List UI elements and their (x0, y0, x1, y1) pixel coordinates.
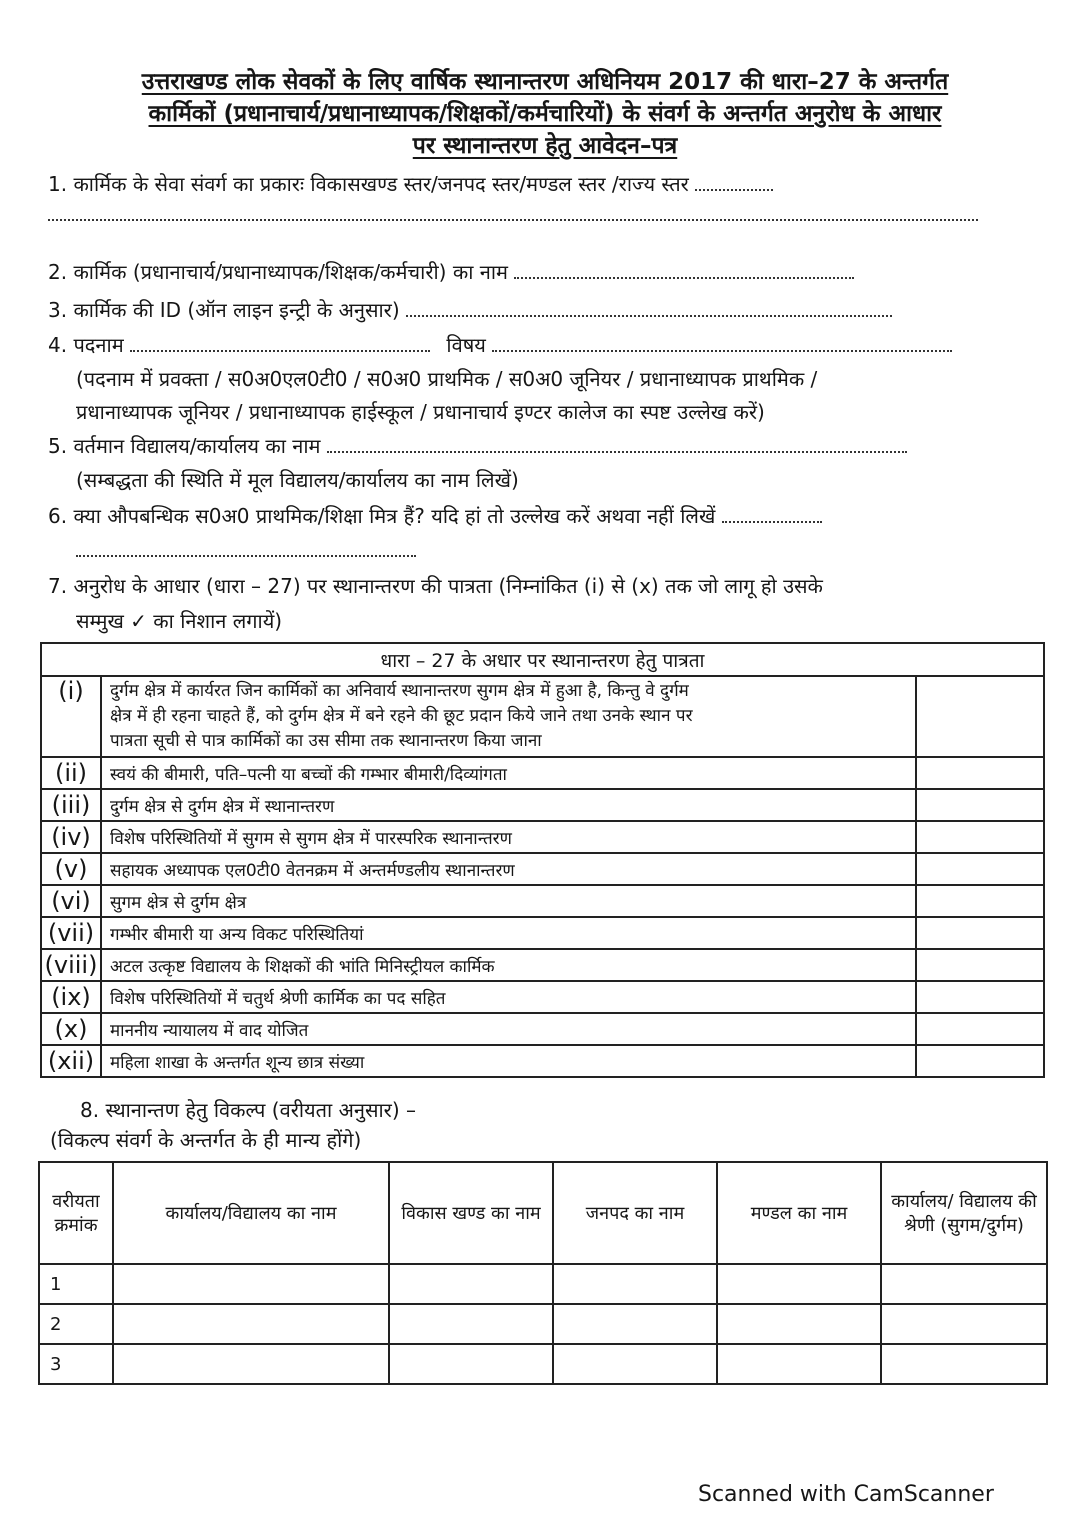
table-row (41, 1013, 1044, 1045)
row-text (101, 676, 916, 757)
item-2 (48, 258, 854, 286)
item-1 (48, 170, 773, 198)
item-6-blank-2[interactable] (76, 539, 416, 557)
title-line-2: कार्मिकों (प्रधानाचार्य/प्रधानाध्यापक/शिक्षकों/कर्मचारियों) के संवर्ग के अन्तर्गत अनुरोध के आधार (148, 101, 942, 127)
header-district-name: जनपद का नाम (553, 1162, 717, 1264)
item-5-blank[interactable] (327, 435, 907, 453)
district-cell[interactable] (553, 1304, 717, 1344)
table-row (41, 981, 1044, 1013)
district-cell[interactable] (553, 1264, 717, 1304)
row-text: दुर्गम क्षेत्र से दुर्गम क्षेत्र में स्थानान्तरण (101, 789, 916, 821)
table-row (41, 853, 1044, 885)
item-5-label: 5. वर्तमान विद्यालय/कार्यालय का नाम (48, 434, 321, 458)
item-3 (48, 296, 892, 324)
division-cell[interactable] (717, 1304, 881, 1344)
priority-number: 1 (39, 1264, 113, 1304)
item-1-blank-2[interactable] (48, 203, 978, 221)
table-row (41, 885, 1044, 917)
row-number: (ii) (41, 757, 101, 789)
header-office-name: कार्यालय/विद्यालय का नाम (113, 1162, 389, 1264)
item-1-blank[interactable] (695, 173, 773, 191)
row-number: (iv) (41, 821, 101, 853)
item-7-line-1: 7. अनुरोध के आधार (धारा – 27) पर स्थानान्तरण की पात्रता (निम्नांकित (i) से (x) तक जो लागू हो उसके (48, 574, 823, 598)
row-number: (i) (41, 676, 101, 757)
form-title (40, 66, 1050, 162)
office-cell[interactable] (113, 1264, 389, 1304)
table-row (41, 676, 1044, 757)
district-cell[interactable] (553, 1344, 717, 1384)
table-row (41, 789, 1044, 821)
row-number: (ix) (41, 981, 101, 1013)
item-5 (48, 432, 907, 460)
row-text-line: पात्रता सूची से पात्र कार्मिकों का उस सीमा तक स्थानान्तरण किया जाना (110, 731, 542, 751)
row-number: (iii) (41, 789, 101, 821)
row-number: (vi) (41, 885, 101, 917)
check-cell[interactable] (916, 885, 1044, 917)
row-number: (vii) (41, 917, 101, 949)
check-cell[interactable] (916, 1013, 1044, 1045)
row-text: माननीय न्यायालय में वाद योजित (101, 1013, 916, 1045)
item-6-blank[interactable] (722, 505, 822, 523)
row-number: (xii) (41, 1045, 101, 1077)
check-cell[interactable] (916, 789, 1044, 821)
header-division-name: मण्डल का नाम (717, 1162, 881, 1264)
priority-number: 2 (39, 1304, 113, 1344)
options-table (38, 1161, 1048, 1385)
check-cell[interactable] (916, 821, 1044, 853)
item-6 (48, 502, 822, 530)
title-line-3: पर स्थानान्तरण हेतु आवेदन–पत्र (412, 133, 678, 159)
item-5-note: (सम्बद्धता की स्थिति में मूल विद्यालय/कार्यालय का नाम लिखें) (76, 468, 519, 492)
check-cell[interactable] (916, 853, 1044, 885)
block-cell[interactable] (389, 1264, 553, 1304)
block-cell[interactable] (389, 1304, 553, 1344)
row-text: अटल उत्कृष्ट विद्यालय के शिक्षकों की भांति मिनिस्ट्रीयल कार्मिक (101, 949, 916, 981)
row-text: विशेष परिस्थितियों में सुगम से सुगम क्षेत्र में पारस्परिक स्थानान्तरण (101, 821, 916, 853)
item-4-designation-blank[interactable] (130, 334, 430, 352)
item-4-note-2: प्रधानाध्यापक जूनियर / प्रधानाध्यापक हाईस्कूल / प्रधानाचार्य इण्टर कालेज का स्पष्ट उल्लेख करें) (76, 400, 765, 424)
table-row (41, 821, 1044, 853)
row-number: (x) (41, 1013, 101, 1045)
camscanner-watermark: Scanned with CamScanner (698, 1482, 994, 1507)
title-line-1: उत्तराखण्ड लोक सेवकों के लिए वार्षिक स्थानान्तरण अधिनियम 2017 की धारा–27 के अन्तर्गत (141, 69, 949, 95)
table-row (41, 1045, 1044, 1077)
row-text-line: दुर्गम क्षेत्र में कार्यरत जिन कार्मिकों का अनिवार्य स्थानान्तरण सुगम क्षेत्र में हुआ है, किन्तु वे दुर्गम (110, 681, 689, 701)
table-row (41, 757, 1044, 789)
office-cell[interactable] (113, 1344, 389, 1384)
item-6-continuation (76, 536, 416, 564)
table-row (41, 917, 1044, 949)
check-cell[interactable] (916, 676, 1044, 757)
eligibility-table (40, 642, 1045, 1078)
table-row (39, 1344, 1047, 1384)
header-block-name: विकास खण्ड का नाम (389, 1162, 553, 1264)
item-6-label: 6. क्या औपबन्धिक स0अ0 प्राथमिक/शिक्षा मित्र हैं? यदि हां तो उल्लेख करें अथवा नहीं लिखें (48, 504, 716, 528)
check-cell[interactable] (916, 981, 1044, 1013)
table-row (39, 1264, 1047, 1304)
row-text: सहायक अध्यापक एल0टी0 वेतनक्रम में अन्तर्मण्डलीय स्थानान्तरण (101, 853, 916, 885)
eligibility-table-header: धारा – 27 के अधार पर स्थानान्तरण हेतु पात्रता (41, 643, 1044, 676)
priority-number: 3 (39, 1344, 113, 1384)
check-cell[interactable] (916, 757, 1044, 789)
office-cell[interactable] (113, 1304, 389, 1344)
item-3-blank[interactable] (406, 299, 892, 317)
row-number: (viii) (41, 949, 101, 981)
category-cell[interactable] (881, 1264, 1047, 1304)
row-text: गम्भीर बीमारी या अन्य विकट परिस्थितियां (101, 917, 916, 949)
check-cell[interactable] (916, 917, 1044, 949)
item-4-label: 4. पदनाम (48, 333, 124, 357)
item-4-note-1: (पदनाम में प्रवक्ता / स0अ0एल0टी0 / स0अ0 प्राथमिक / स0अ0 जूनियर / प्रधानाध्यापक प्राथमिक / (76, 367, 818, 391)
item-1-continuation (48, 200, 978, 228)
row-text: स्वयं की बीमारी, पति–पत्नी या बच्चों की गम्भार बीमारी/दिव्यांगता (101, 757, 916, 789)
header-category: कार्यालय/ विद्यालय की श्रेणी (सुगम/दुर्गम) (881, 1162, 1047, 1264)
block-cell[interactable] (389, 1344, 553, 1384)
row-number: (v) (41, 853, 101, 885)
table-row (39, 1304, 1047, 1344)
item-1-label: 1. कार्मिक के सेवा संवर्ग का प्रकारः विकासखण्ड स्तर/जनपद स्तर/मण्डल स्तर /राज्य स्तर (48, 172, 689, 196)
row-text: विशेष परिस्थितियों में चतुर्थ श्रेणी कार्मिक का पद सहित (101, 981, 916, 1013)
item-2-label: 2. कार्मिक (प्रधानाचार्य/प्रधानाध्यापक/शिक्षक/कर्मचारी) का नाम (48, 260, 508, 284)
check-cell[interactable] (916, 1045, 1044, 1077)
section-8-line-2: (विकल्प संवर्ग के अन्तर्गत के ही मान्य होंगे) (50, 1128, 362, 1152)
item-4 (48, 331, 952, 359)
row-text: सुगम क्षेत्र से दुर्गम क्षेत्र (101, 885, 916, 917)
division-cell[interactable] (717, 1344, 881, 1384)
table-row (41, 949, 1044, 981)
section-8-line-1: 8. स्थानान्तण हेतु विकल्प (वरीयता अनुसार) – (80, 1098, 417, 1122)
row-text: महिला शाखा के अन्तर्गत शून्य छात्र संख्या (101, 1045, 916, 1077)
item-4-subject-label: विषय (446, 333, 486, 357)
item-7-line-2: सम्मुख ✓ का निशान लगायें) (76, 609, 283, 633)
category-cell[interactable] (881, 1304, 1047, 1344)
check-cell[interactable] (916, 949, 1044, 981)
division-cell[interactable] (717, 1264, 881, 1304)
item-2-blank[interactable] (514, 261, 854, 279)
item-3-label: 3. कार्मिक की ID (ऑन लाइन इन्ट्री के अनुसार) (48, 298, 400, 322)
header-priority: वरीयता क्रमांक (39, 1162, 113, 1264)
category-cell[interactable] (881, 1344, 1047, 1384)
row-text-line: क्षेत्र में ही रहना चाहते हैं, को दुर्गम क्षेत्र में बने रहने की छूट प्रदान किये जाने तथा उनके स्थान पर (110, 706, 693, 726)
item-4-subject-blank[interactable] (492, 334, 952, 352)
